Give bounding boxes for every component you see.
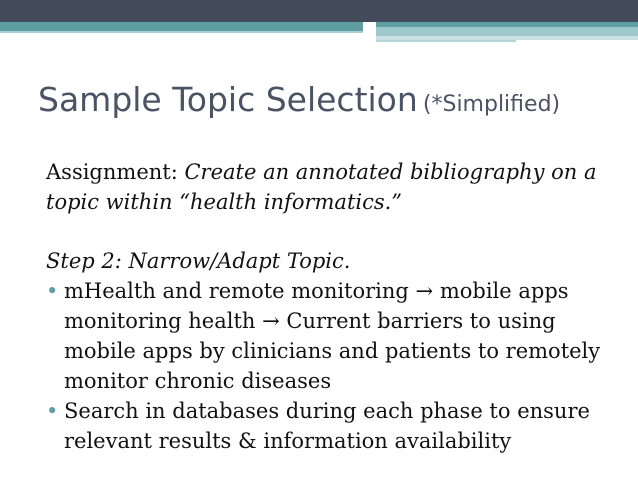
bullet-dot: •: [46, 399, 59, 423]
paragraph-spacer: [46, 217, 606, 246]
assignment-label: Assignment:: [46, 160, 185, 184]
arrow-right-icon: →: [415, 279, 434, 303]
bullet-text: Search in databases during each phase to ensure relevant results & information availability: [64, 399, 590, 453]
slide-title-suffix: (*Simplified): [422, 92, 561, 117]
slide-title: [38, 80, 560, 119]
bullet-text-part: Current barriers to using mobile apps by clinicians and patients to remotely monitor chronic diseases: [64, 309, 601, 393]
header-band-gap: [363, 22, 376, 33]
arrow-right-icon: →: [262, 309, 280, 333]
bullet-list: [46, 276, 606, 456]
header-accent-band: [376, 27, 638, 36]
bullet-dot: •: [46, 279, 59, 303]
header-band-dark: [0, 0, 638, 22]
header-accent-band-thin: [376, 40, 516, 42]
assignment-paragraph: [46, 157, 606, 217]
bullet-text-part: mobile apps monitoring health: [64, 279, 569, 333]
slide-body: [46, 157, 606, 456]
step-heading: Step 2: Narrow/Adapt Topic.: [46, 249, 351, 273]
bullet-text-part: mHealth and remote monitoring: [64, 279, 416, 303]
bullet-item-topic-narrowing: [46, 276, 606, 396]
slide-title-main: Sample Topic Selection: [38, 80, 418, 119]
assignment-text: Create an annotated bibliography on a topic within “health informatics.”: [46, 160, 597, 214]
bullet-item-database-search: [46, 396, 606, 456]
